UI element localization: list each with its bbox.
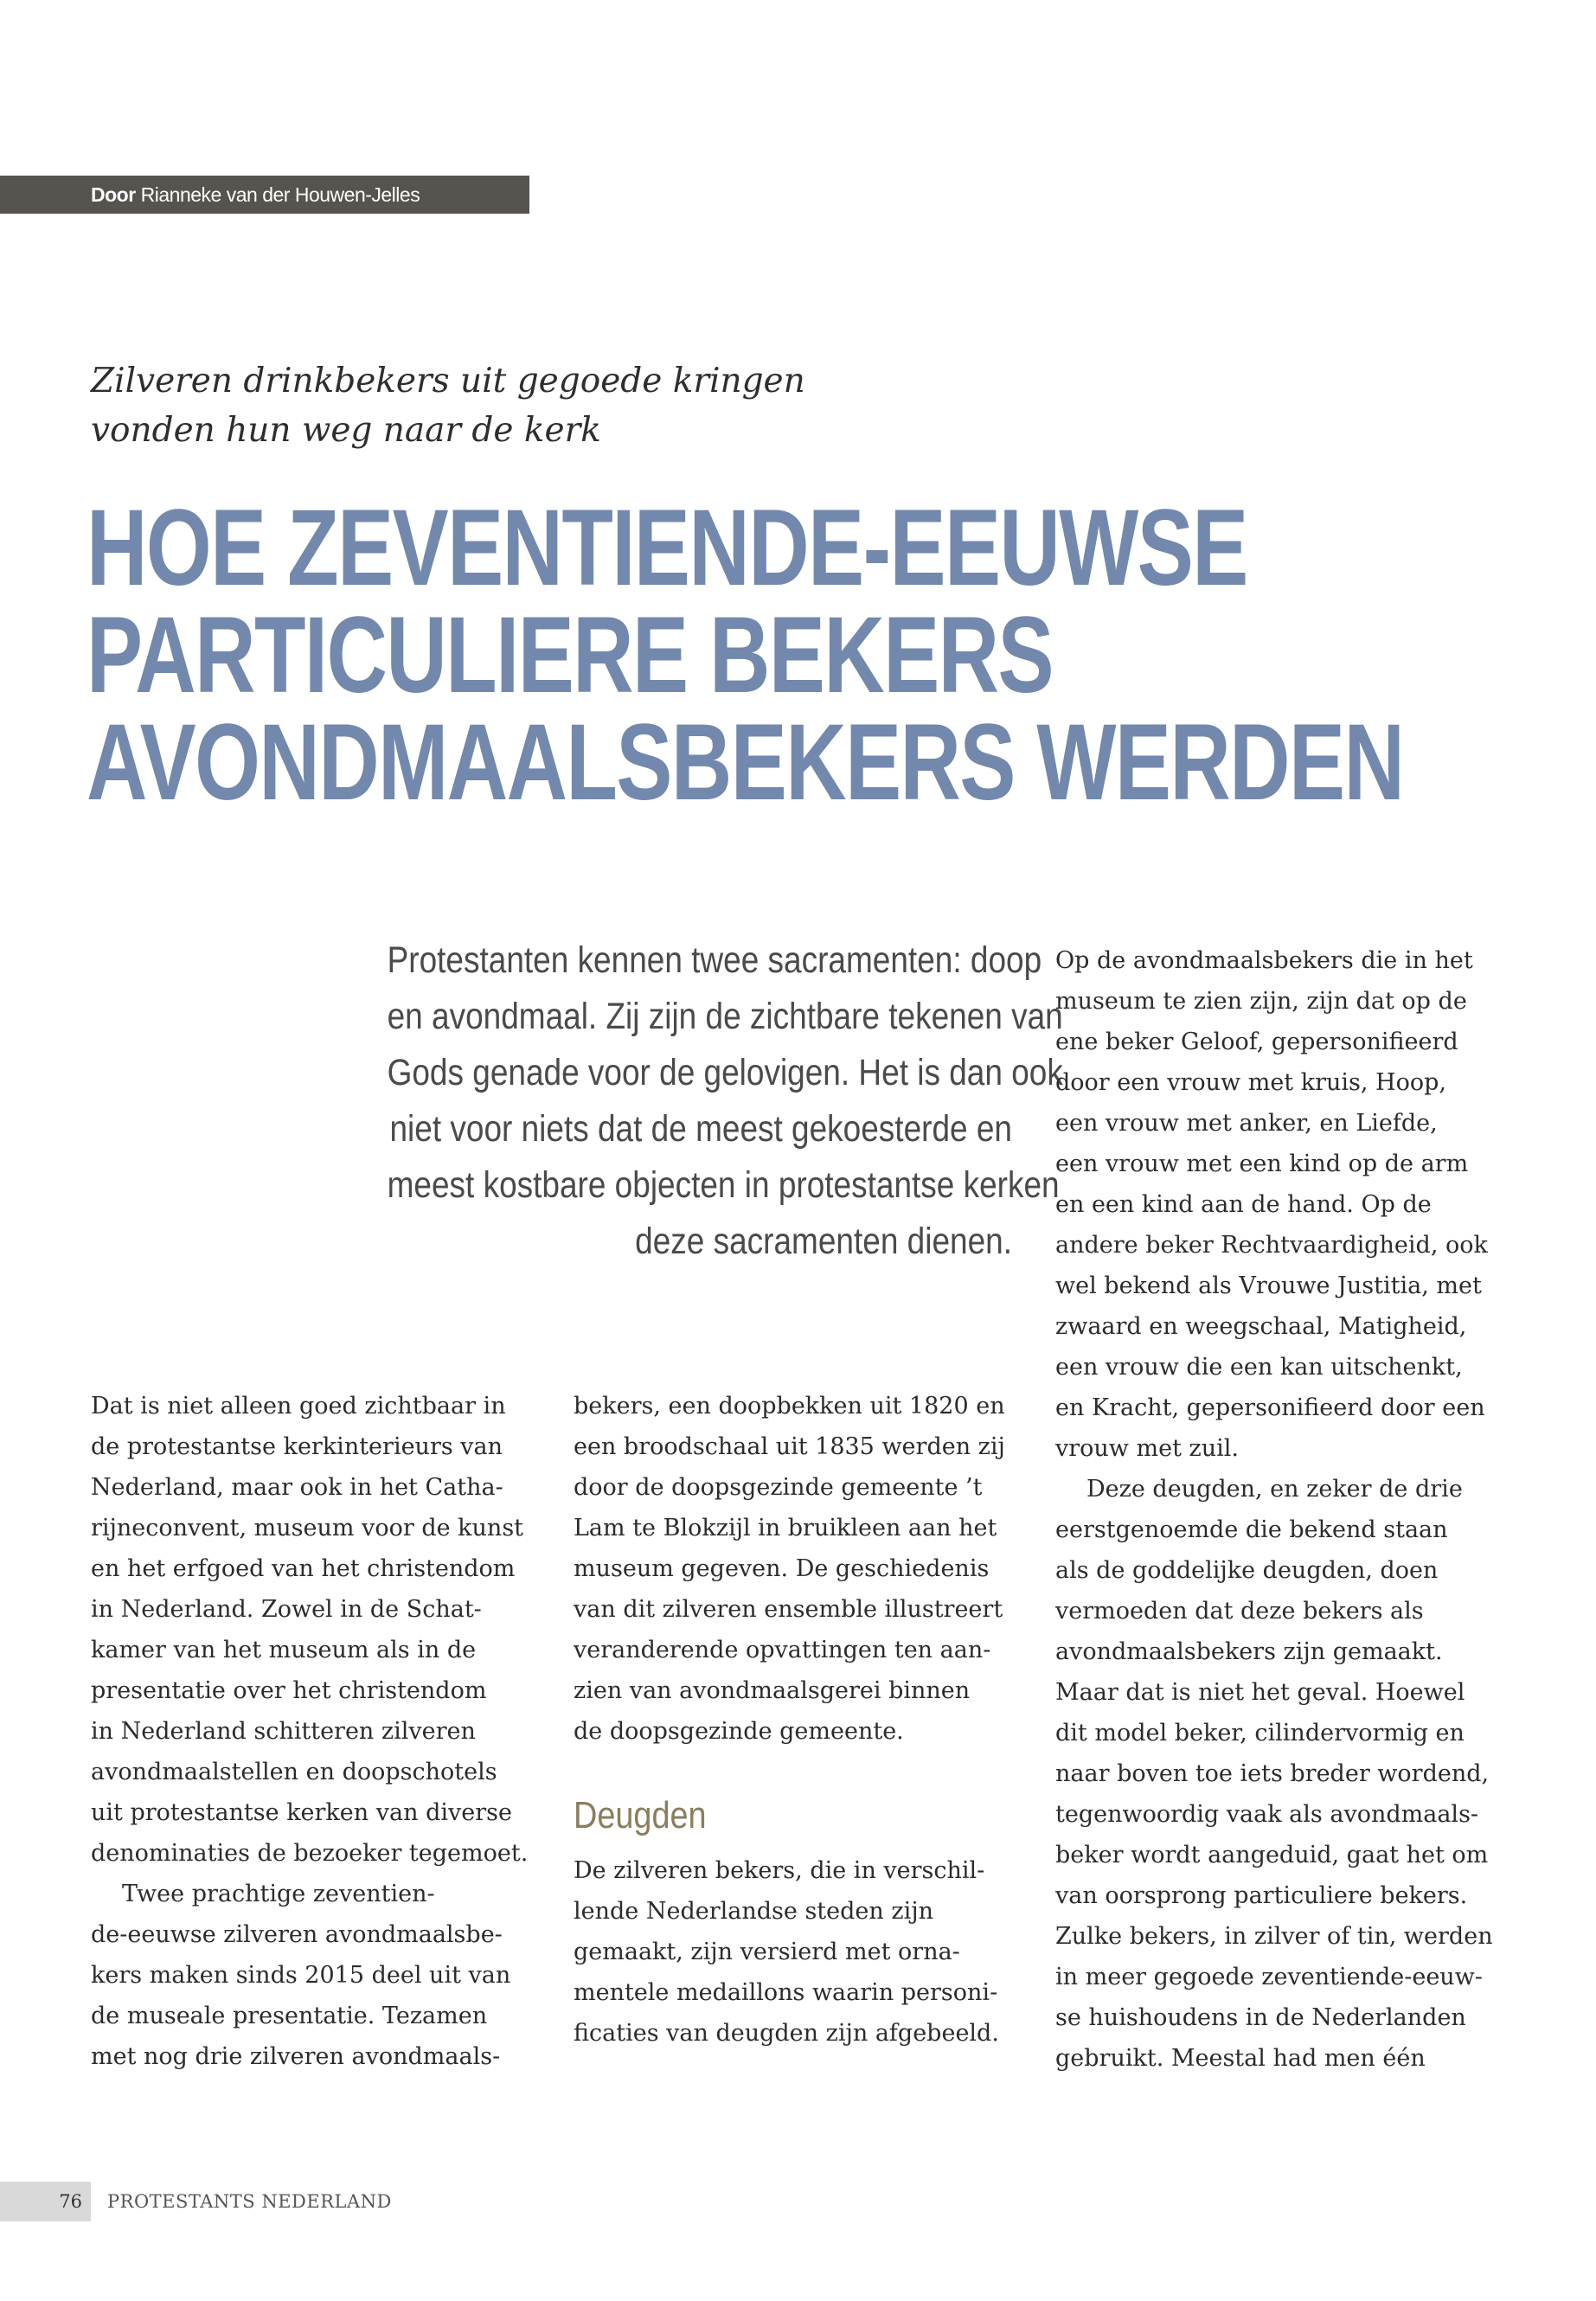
body-line: van oorsprong particuliere bekers. [1055,1882,1468,1909]
body-line: kers maken sinds 2015 deel uit van [91,1962,511,1989]
body-line: museum te zien zijn, zijn dat op de [1055,988,1467,1015]
body-line: Maar dat is niet het geval. Hoewel [1055,1679,1465,1706]
body-line: een vrouw die een kan uitschenkt, [1055,1354,1463,1381]
body-line: in Nederland. Zowel in de Schat- [91,1596,482,1623]
body-line: Zulke bekers, in zilver of tin, werden [1055,1923,1493,1950]
body-line: met nog drie zilveren avondmaals- [91,2043,501,2070]
body-line: beker wordt aangeduid, gaat het om [1055,1842,1489,1868]
body-line: wel bekend als Vrouwe Justitia, met [1055,1272,1482,1299]
body-line: Nederland, maar ook in het Catha- [91,1474,503,1501]
headline-line: AVONDMAALSBEKERS WERDEN [87,702,1404,823]
body-line: een vrouw met een kind op de arm [1055,1150,1469,1177]
body-line: avondmaalsbekers zijn gemaakt. [1055,1638,1443,1665]
body-line: van dit zilveren ensemble illustreert [574,1596,1003,1623]
body-line: Op de avondmaalsbekers die in het [1055,947,1473,974]
body-line: een broodschaal uit 1835 werden zij [574,1433,1005,1460]
byline-prefix: Door [91,183,136,206]
body-line: avondmaalstellen en doopschotels [91,1759,497,1785]
body-line: De zilveren bekers, die in verschil- [574,1857,985,1884]
body-line: naar boven toe iets breder wordend, [1055,1760,1490,1787]
byline-author: Rianneke van der Houwen-Jelles [140,183,420,206]
body-line: denominaties de bezoeker tegemoet. [91,1840,529,1867]
headline-line: PARTICULIERE BEKERS [87,595,1053,715]
byline-bar [0,176,529,214]
body-line: door de doopsgezinde gemeente ’t [574,1474,983,1501]
page-number: 76 [0,2182,91,2221]
body-line: Twee prachtige zeventien- [122,1881,435,1907]
body-line: andere beker Rechtvaardigheid, ook [1055,1232,1488,1259]
body-line: se huishoudens in de Nederlanden [1055,2004,1466,2031]
body-line: bekers, een doopbekken uit 1820 en [574,1393,1005,1420]
body-line: zien van avondmaalsgerei binnen [574,1677,971,1704]
body-line: Dat is niet alleen goed zichtbaar in [91,1393,506,1420]
lead-paragraph [285,933,1063,1270]
body-line: presentatie over het christendom [91,1677,487,1704]
body-line: de-eeuwse zilveren avondmaalsbe- [91,1921,503,1948]
body-line: de museale presentatie. Tezamen [91,2003,488,2029]
body-line: en een kind aan de hand. Op de [1055,1191,1432,1218]
body-line: Deze deugden, en zeker de drie [1086,1476,1463,1503]
body-line: in Nederland schitteren zilveren [91,1718,476,1745]
body-line: mentele medaillons waarin personi- [574,1979,998,2006]
body-line: in meer gegoede zeventiende-eeuw- [1055,1964,1483,1990]
body-line: als de goddelijke deugden, doen [1055,1557,1439,1584]
body-line: kamer van het museum als in de [91,1637,477,1663]
lead-line: niet voor niets dat de meest gekoesterde en [389,1108,1013,1150]
body-line: eerstgenoemde die bekend staan [1055,1516,1448,1543]
body-line: en Kracht, gepersonifieerd door een [1055,1394,1485,1421]
body-line: Lam te Blokzijl in bruikleen aan het [574,1515,997,1541]
body-line: zwaard en weegschaal, Matigheid, [1055,1313,1467,1340]
body-line: de protestantse kerkinterieurs van [91,1433,503,1460]
body-line: ficaties van deugden zijn afgebeeld. [574,2020,999,2047]
body-line: veranderende opvattingen ten aan- [574,1637,991,1663]
body-line: tegenwoordig vaak als avondmaals- [1055,1801,1479,1828]
body-line: museum gegeven. De geschiedenis [574,1555,990,1582]
lead-line: Protestanten kennen twee sacramenten: doop [387,939,1042,981]
body-column-3 [1055,940,1505,2079]
body-line: vrouw met zuil. [1055,1435,1239,1462]
body-line: de doopsgezinde gemeente. [574,1718,904,1745]
body-line: dit model beker, cilindervormig en [1055,1720,1465,1747]
publication-name: PROTESTANTS NEDERLAND [107,2191,392,2212]
lead-line: Gods genade voor de gelovigen. Het is dan ook [387,1052,1063,1093]
body-column-2 [574,1386,1023,2054]
lead-line: en avondmaal. Zij zijn de zichtbare tekenen van [387,996,1063,1037]
article-subtitle [91,356,869,455]
headline-line: HOE ZEVENTIENDE-EEUWSE [87,488,1247,608]
body-line: en het erfgoed van het christendom [91,1555,516,1582]
body-line: uit protestantse kerken van diverse [91,1799,512,1826]
body-line: door een vrouw met kruis, Hoop, [1055,1069,1446,1096]
article-headline [87,488,1557,823]
body-line: rijneconvent, museum voor de kunst [91,1515,524,1541]
body-line: vermoeden dat deze bekers als [1055,1598,1424,1625]
body-column-1 [91,1386,541,2077]
section-heading-deugden: Deugden [574,1794,707,1836]
body-line: gemaakt, zijn versierd met orna- [574,1939,960,1965]
subtitle-line: vonden hun weg naar de kerk [91,411,601,450]
body-line: gebruikt. Meestal had men één [1055,2045,1426,2072]
body-line: lende Nederlandse steden zijn [574,1898,933,1925]
lead-line: meest kostbare objecten in protestantse kerken [387,1164,1060,1206]
lead-line: deze sacramenten dienen. [635,1221,1012,1262]
body-line: ene beker Geloof, gepersonifieerd [1055,1029,1458,1055]
body-line: een vrouw met anker, en Liefde, [1055,1110,1438,1137]
subtitle-line: Zilveren drinkbekers uit gegoede kringen [91,362,805,401]
